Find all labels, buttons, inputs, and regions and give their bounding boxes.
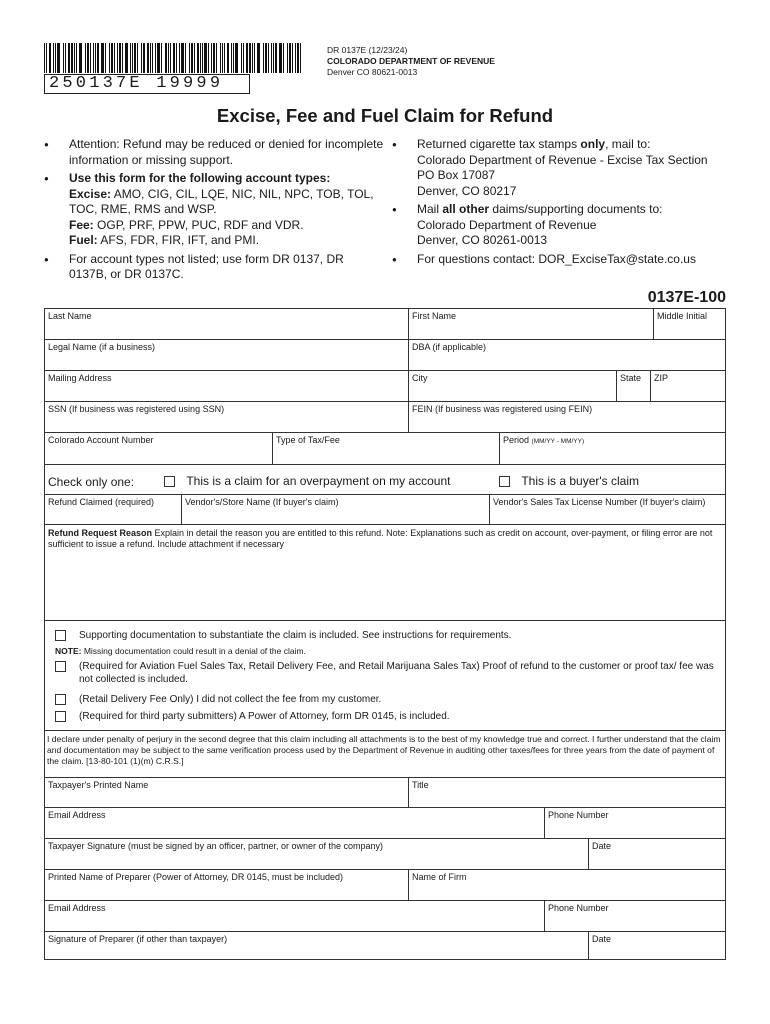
barcode-bar	[224, 43, 225, 73]
preparer-email-cell	[45, 901, 545, 932]
barcode-bar	[213, 43, 215, 73]
taxpayer-signature-input[interactable]	[45, 853, 588, 869]
barcode-bar	[191, 43, 193, 73]
other-address-line1: Colorado Department of Revenue	[417, 217, 597, 232]
department-name: COLORADO DEPARTMENT OF REVENUE	[327, 56, 495, 66]
barcode-bar	[222, 43, 223, 73]
fein-label: FEIN (If business was registered using FEIN)	[412, 404, 593, 414]
taxpayer-signature-cell	[45, 839, 589, 870]
retail-delivery-checkbox[interactable]	[55, 694, 66, 705]
form-number: 0137E-100	[647, 289, 726, 306]
barcode-bar	[181, 43, 184, 73]
fein-input[interactable]	[409, 416, 725, 432]
supporting-doc-option[interactable]	[55, 629, 721, 642]
tax-type-cell	[273, 433, 500, 465]
barcode-bar	[249, 43, 251, 73]
buyers-claim-option[interactable]	[499, 474, 639, 488]
refund-claimed-input[interactable]	[45, 508, 181, 524]
other-mail-to: daims/supporting documents to:	[492, 202, 663, 216]
preparer-email-label: Email Address	[48, 903, 106, 913]
printed-name-label: Taxpayer's Printed Name	[48, 780, 149, 790]
barcode-bar	[271, 43, 272, 73]
barcode-bar	[79, 43, 82, 73]
barcode-bar	[46, 43, 47, 73]
period-format: (MM/YY - MM/YY)	[531, 438, 585, 445]
barcode-bar	[287, 43, 288, 73]
barcode-bar	[279, 43, 282, 73]
retail-delivery-option[interactable]	[55, 693, 721, 706]
form-title: Excise, Fee and Fuel Claim for Refund	[216, 105, 554, 126]
barcode-bar	[63, 43, 64, 73]
refund-reason-input[interactable]	[48, 555, 722, 617]
middle-initial-label: Middle Initial	[657, 311, 708, 321]
mailing-address-label: Mailing Address	[48, 373, 112, 383]
vendor-license-cell	[490, 494, 725, 525]
ssn-label: SSN (If business was registered using SSN)	[48, 404, 225, 414]
missing-doc-note	[55, 645, 721, 658]
barcode-bar	[71, 43, 73, 73]
barcode-bar	[152, 43, 153, 73]
barcode-bar	[185, 43, 186, 73]
refund-claimed-cell	[45, 494, 182, 525]
barcode-bar	[176, 43, 177, 73]
aviation-proof-label: (Required for Aviation Fuel Sales Tax, Retail Delivery Fee, and Retail Marijuana Sales Tax) Proof of refund to the customer or proof tax/ fee was not collected is included.	[79, 661, 714, 685]
department-header	[327, 45, 495, 78]
preparer-phone-input[interactable]	[545, 915, 725, 931]
overpayment-checkbox[interactable]	[164, 476, 175, 487]
preparer-phone-label: Phone Number	[548, 903, 609, 913]
mailing-address-cell	[45, 371, 409, 402]
refund-claimed-label: Refund Claimed (required)	[48, 497, 155, 507]
barcode-bar	[68, 43, 70, 73]
barcode-bar	[216, 43, 217, 73]
barcode-bar	[65, 43, 66, 73]
third-party-label: (Required for third party submitters) A Power of Attorney, form DR 0145, is included.	[79, 711, 450, 722]
period-input[interactable]	[500, 448, 725, 464]
title-label: Title	[412, 780, 429, 790]
barcode-bar	[246, 43, 248, 73]
aviation-proof-checkbox[interactable]	[55, 661, 66, 672]
date-input[interactable]	[589, 853, 725, 869]
mailing-address-input[interactable]	[45, 385, 408, 401]
form-code: DR 0137E (12/23/24)	[327, 45, 408, 55]
supporting-doc-checkbox[interactable]	[55, 630, 66, 641]
note-label: NOTE:	[55, 646, 82, 656]
barcode-bar	[273, 43, 274, 73]
claim-form	[44, 308, 726, 960]
barcode-bar	[49, 43, 51, 73]
middle-initial-cell	[654, 309, 725, 340]
barcode-bar	[90, 43, 91, 73]
barcode-bar	[300, 43, 301, 73]
other-mail-text: Mail	[417, 202, 440, 216]
other-address-line2: Denver, CO 80261-0013	[417, 233, 548, 247]
preparer-phone-cell	[545, 901, 725, 932]
barcode-bar	[220, 43, 221, 73]
barcode-bar	[95, 43, 96, 73]
refund-reason-section	[45, 525, 725, 621]
date-label: Date	[592, 841, 612, 851]
barcode-bar	[189, 43, 190, 73]
barcode-bar	[155, 43, 156, 73]
barcode-bar	[111, 43, 113, 73]
barcode-bar	[150, 43, 151, 73]
first-name-input[interactable]	[409, 323, 653, 339]
fein-cell	[409, 402, 725, 433]
tax-type-input[interactable]	[273, 448, 499, 464]
legal-name-cell	[45, 340, 409, 371]
vendor-license-label: Vendor's Sales Tax License Number (If buyer's claim)	[493, 497, 706, 507]
barcode-bar	[53, 43, 54, 73]
bullet-questions: ● For questions contact: DOR_ExciseTax@state.co.us	[392, 252, 732, 268]
city-label: City	[412, 373, 428, 383]
barcode-bar	[105, 43, 106, 73]
barcode-bar	[173, 43, 175, 73]
preparer-email-input[interactable]	[45, 915, 544, 931]
barcode-bar	[283, 43, 284, 73]
account-number-label: Colorado Account Number	[48, 435, 154, 445]
dba-input[interactable]	[409, 354, 725, 370]
bullet-other-forms: ● For account types not listed; use form DR 0137, DR 0137B, or DR 0137C.	[44, 252, 384, 283]
barcode-bar	[168, 43, 169, 73]
barcode-bar	[109, 43, 110, 73]
fuel-types: AFS, FDR, FIR, IFT, and PMI.	[100, 233, 260, 247]
last-name-label: Last Name	[48, 311, 92, 321]
tax-type-label: Type of Tax/Fee	[276, 435, 340, 445]
date-cell	[589, 839, 725, 870]
note-text: Missing documentation could result in a denial of the claim.	[83, 646, 306, 656]
firm-name-label: Name of Firm	[412, 872, 467, 882]
email-cell	[45, 808, 545, 839]
retail-delivery-label: (Retail Delivery Fee Only) I did not collect the fee from my customer.	[79, 694, 382, 705]
barcode-bar	[157, 43, 160, 73]
third-party-option[interactable]	[55, 710, 721, 723]
barcode	[44, 43, 306, 73]
bullet-other-claims	[392, 202, 732, 249]
state-input[interactable]	[617, 385, 650, 401]
barcode-bar	[141, 43, 142, 73]
barcode-bar	[179, 43, 180, 73]
bullet-account-types	[44, 171, 384, 249]
city-cell	[409, 371, 617, 402]
barcode-bar	[252, 43, 253, 73]
barcode-bar	[197, 43, 199, 73]
barcode-bar	[74, 43, 75, 73]
barcode-bar	[297, 43, 299, 73]
barcode-bar	[122, 43, 123, 73]
title-cell	[409, 777, 725, 808]
first-name-cell	[409, 309, 654, 340]
barcode-bar	[289, 43, 291, 73]
firm-name-input[interactable]	[409, 884, 725, 900]
period-label: Period	[503, 435, 530, 445]
vendor-name-input[interactable]	[182, 508, 489, 524]
barcode-bar	[211, 43, 212, 73]
barcode-bar	[275, 43, 277, 73]
bullet-attention: ● Attention: Refund may be reduced or denied for incomplete information or missing support.	[44, 137, 384, 168]
stamps-address-line1: Colorado Department of Revenue - Excise Tax Section	[417, 152, 708, 167]
preparer-signature-label: Signature of Preparer (if other than taxpayer)	[48, 934, 228, 944]
barcode-bar	[125, 43, 128, 73]
barcode-bar	[200, 43, 201, 73]
barcode-bar	[194, 43, 195, 73]
overpayment-label: This is a claim for an overpayment on my account	[186, 474, 451, 488]
legal-name-label: Legal Name (if a business)	[48, 342, 156, 352]
barcode-bar	[101, 43, 104, 73]
barcode-bar	[165, 43, 167, 73]
aviation-proof-option[interactable]	[55, 660, 721, 686]
fee-label: Fee:	[69, 217, 94, 232]
barcode-bar	[137, 43, 138, 73]
barcode-bar	[134, 43, 136, 73]
declaration-text: I declare under penalty of perjury in the second degree that this claim including all attachments is to the best of my knowledge true and correct. I further understand that the claim and documentation may be subject to the same verification process used by the Department of Revenue in auditing other taxes/fees for three years from the date of payment of the claim. [13-80-101 (1)(m) C.R.S.]	[47, 734, 721, 766]
vendor-name-cell	[182, 494, 490, 525]
barcode-bar	[227, 43, 229, 73]
bullet-cigarette-stamps	[392, 137, 732, 199]
preparer-date-cell	[589, 932, 725, 959]
barcode-bar	[235, 43, 238, 73]
barcode-bar	[44, 43, 45, 73]
vendor-license-input[interactable]	[490, 508, 725, 524]
barcode-bar	[57, 43, 60, 73]
barcode-bar	[55, 43, 56, 73]
third-party-checkbox[interactable]	[55, 711, 66, 722]
stamps-address-line3: Denver, CO 80217	[417, 183, 517, 198]
barcode-bar	[161, 43, 162, 73]
preparer-signature-cell	[45, 932, 589, 959]
first-name-label: First Name	[412, 311, 457, 321]
fee-types: OGP, PRF, PPW, PUC, RDF and VDR.	[97, 217, 304, 232]
ssn-input[interactable]	[45, 416, 408, 432]
barcode-bar	[143, 43, 145, 73]
email-label: Email Address	[48, 810, 106, 820]
instructions-right	[392, 137, 732, 270]
refund-reason-instructions: Explain in detail the reason you are entitled to this refund. Note: Explanations such as credit on account, over-payment, or filing error are not sufficient to issue a refund. Include attachment if necessary	[48, 528, 713, 549]
last-name-input[interactable]	[45, 323, 408, 339]
barcode-bar	[263, 43, 264, 73]
zip-cell	[651, 371, 725, 402]
stamps-address-line2: PO Box 17087	[417, 168, 496, 182]
barcode-bar	[231, 43, 232, 73]
barcode-bar	[76, 43, 77, 73]
barcode-bar	[117, 43, 118, 73]
barcode-bar	[204, 43, 207, 73]
title-input[interactable]	[409, 791, 725, 807]
barcode-bar	[93, 43, 94, 73]
fuel-label: Fuel:	[69, 233, 98, 247]
barcode-bar	[119, 43, 121, 73]
barcode-bar	[241, 43, 242, 73]
barcode-bar	[85, 43, 86, 73]
barcode-bar	[254, 43, 255, 73]
barcode-bar	[114, 43, 115, 73]
preparer-name-input[interactable]	[45, 884, 408, 900]
barcode-bar	[132, 43, 133, 73]
refund-reason-label: Refund Request Reason	[48, 528, 153, 538]
account-types-heading: Use this form for the following account types:	[69, 171, 331, 185]
barcode-bar	[130, 43, 131, 73]
zip-label: ZIP	[654, 373, 669, 383]
other-all-other: all other	[442, 202, 490, 216]
dba-label: DBA (if applicable)	[412, 342, 487, 352]
documentation-section	[45, 621, 725, 731]
buyers-claim-checkbox[interactable]	[499, 476, 510, 487]
preparer-date-input[interactable]	[589, 943, 725, 959]
city-input[interactable]	[409, 385, 616, 401]
barcode-block	[44, 43, 306, 94]
preparer-name-label: Printed Name of Preparer (Power of Attorney, DR 0145, must be included)	[48, 872, 343, 882]
preparer-name-cell	[45, 870, 409, 901]
instructions-left	[44, 137, 384, 286]
excise-types: AMO, CIG, CIL, LQE, NIC, NIL, NPC, TOB, TOL, TOC, RME, RMS and WSP.	[69, 186, 374, 216]
preparer-date-label: Date	[592, 934, 612, 944]
vendor-name-label: Vendor's/Store Name (If buyer's claim)	[185, 497, 339, 507]
stamps-mail-to: , mail to:	[605, 137, 651, 151]
preparer-signature-input[interactable]	[45, 943, 588, 959]
barcode-bar	[265, 43, 267, 73]
overpayment-option[interactable]	[164, 474, 450, 488]
barcode-bar	[268, 43, 269, 73]
state-cell	[617, 371, 651, 402]
stamps-only: only	[580, 137, 606, 151]
state-label: State	[620, 373, 642, 383]
printed-name-cell	[45, 777, 409, 808]
account-number-input[interactable]	[45, 448, 272, 464]
supporting-doc-label: Supporting documentation to substantiate the claim is included. See instructions for requirements.	[79, 630, 512, 641]
phone-input[interactable]	[545, 822, 725, 838]
barcode-bar	[257, 43, 260, 73]
department-address: Denver CO 80621-0013	[327, 67, 418, 77]
barcode-bar	[233, 43, 234, 73]
last-name-cell	[45, 309, 409, 340]
firm-name-cell	[409, 870, 725, 901]
taxpayer-signature-label: Taxpayer Signature (must be signed by an officer, partner, or owner of the company)	[48, 841, 384, 851]
barcode-number: 250137E 19999	[44, 74, 250, 94]
stamps-text: Returned cigarette tax stamps	[417, 137, 578, 151]
zip-input[interactable]	[651, 385, 725, 401]
buyers-claim-label: This is a buyer's claim	[521, 474, 639, 488]
phone-cell	[545, 808, 725, 839]
middle-initial-input[interactable]	[654, 323, 725, 339]
check-only-one-label: Check only one:	[48, 475, 135, 489]
printed-name-input[interactable]	[45, 791, 408, 807]
barcode-bar	[147, 43, 149, 73]
phone-label: Phone Number	[548, 810, 609, 820]
email-input[interactable]	[45, 822, 544, 838]
barcode-bar	[97, 43, 99, 73]
barcode-bar	[202, 43, 203, 73]
barcode-bar	[170, 43, 171, 73]
period-cell	[500, 433, 725, 465]
excise-label: Excise:	[69, 186, 112, 201]
barcode-bar	[295, 43, 296, 73]
barcode-bar	[243, 43, 244, 73]
barcode-bar	[87, 43, 89, 73]
ssn-cell	[45, 402, 409, 433]
barcode-bar	[292, 43, 293, 73]
legal-name-input[interactable]	[45, 354, 408, 370]
account-number-cell	[45, 433, 273, 465]
barcode-bar	[208, 43, 209, 73]
dba-cell	[409, 340, 725, 371]
